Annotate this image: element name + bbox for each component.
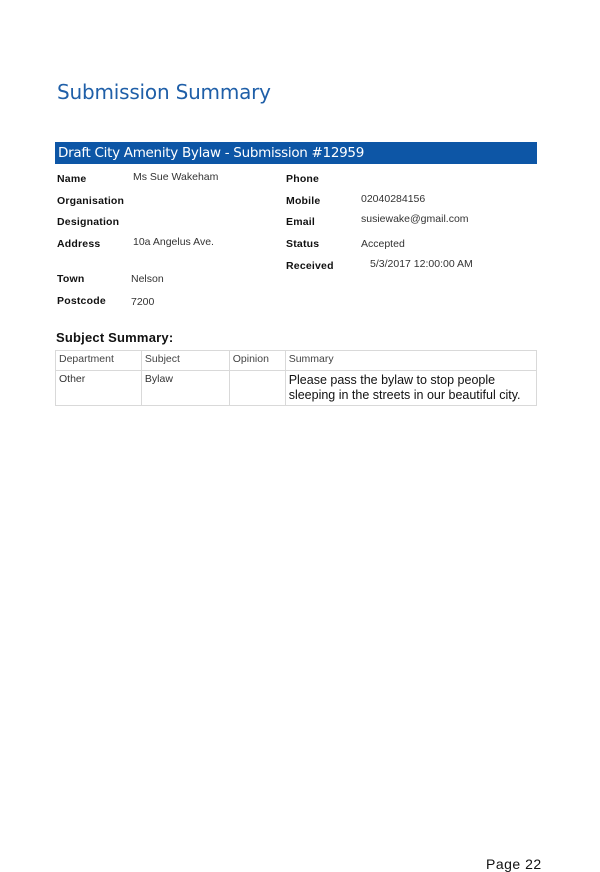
- received-value: 5/3/2017 12:00:00 AM: [370, 258, 473, 270]
- received-label: Received: [286, 260, 334, 272]
- cell-subject: Bylaw: [141, 371, 229, 406]
- page-title: Submission Summary: [57, 80, 271, 104]
- cell-department: Other: [56, 371, 142, 406]
- phone-label: Phone: [286, 173, 320, 185]
- town-label: Town: [57, 273, 85, 285]
- name-label: Name: [57, 173, 87, 185]
- subject-summary-heading: Subject Summary:: [56, 330, 174, 345]
- mobile-label: Mobile: [286, 195, 321, 207]
- email-value: susiewake@gmail.com: [361, 213, 469, 225]
- submission-banner: Draft City Amenity Bylaw - Submission #12959: [55, 142, 537, 164]
- name-value: Ms Sue Wakeham: [133, 171, 219, 183]
- column-header-subject: Subject: [141, 351, 229, 371]
- email-label: Email: [286, 216, 316, 228]
- status-value: Accepted: [361, 238, 405, 250]
- mobile-value: 02040284156: [361, 193, 426, 205]
- column-header-department: Department: [56, 351, 142, 371]
- designation-label: Designation: [57, 216, 120, 228]
- table-row: [56, 371, 537, 406]
- column-header-opinion: Opinion: [229, 351, 285, 371]
- postcode-label: Postcode: [57, 295, 106, 307]
- address-label: Address: [57, 238, 101, 250]
- status-label: Status: [286, 238, 320, 250]
- postcode-value: 7200: [131, 296, 155, 308]
- cell-summary: Please pass the bylaw to stop people sleeping in the streets in our beautiful city.: [285, 371, 536, 406]
- address-value: 10a Angelus Ave.: [133, 236, 214, 248]
- subject-summary-table: [55, 350, 537, 406]
- table-header-row: [56, 351, 537, 371]
- town-value: Nelson: [131, 273, 164, 285]
- organisation-label: Organisation: [57, 195, 125, 207]
- page-number: Page 22: [486, 856, 542, 872]
- cell-opinion: [229, 371, 285, 406]
- column-header-summary: Summary: [285, 351, 536, 371]
